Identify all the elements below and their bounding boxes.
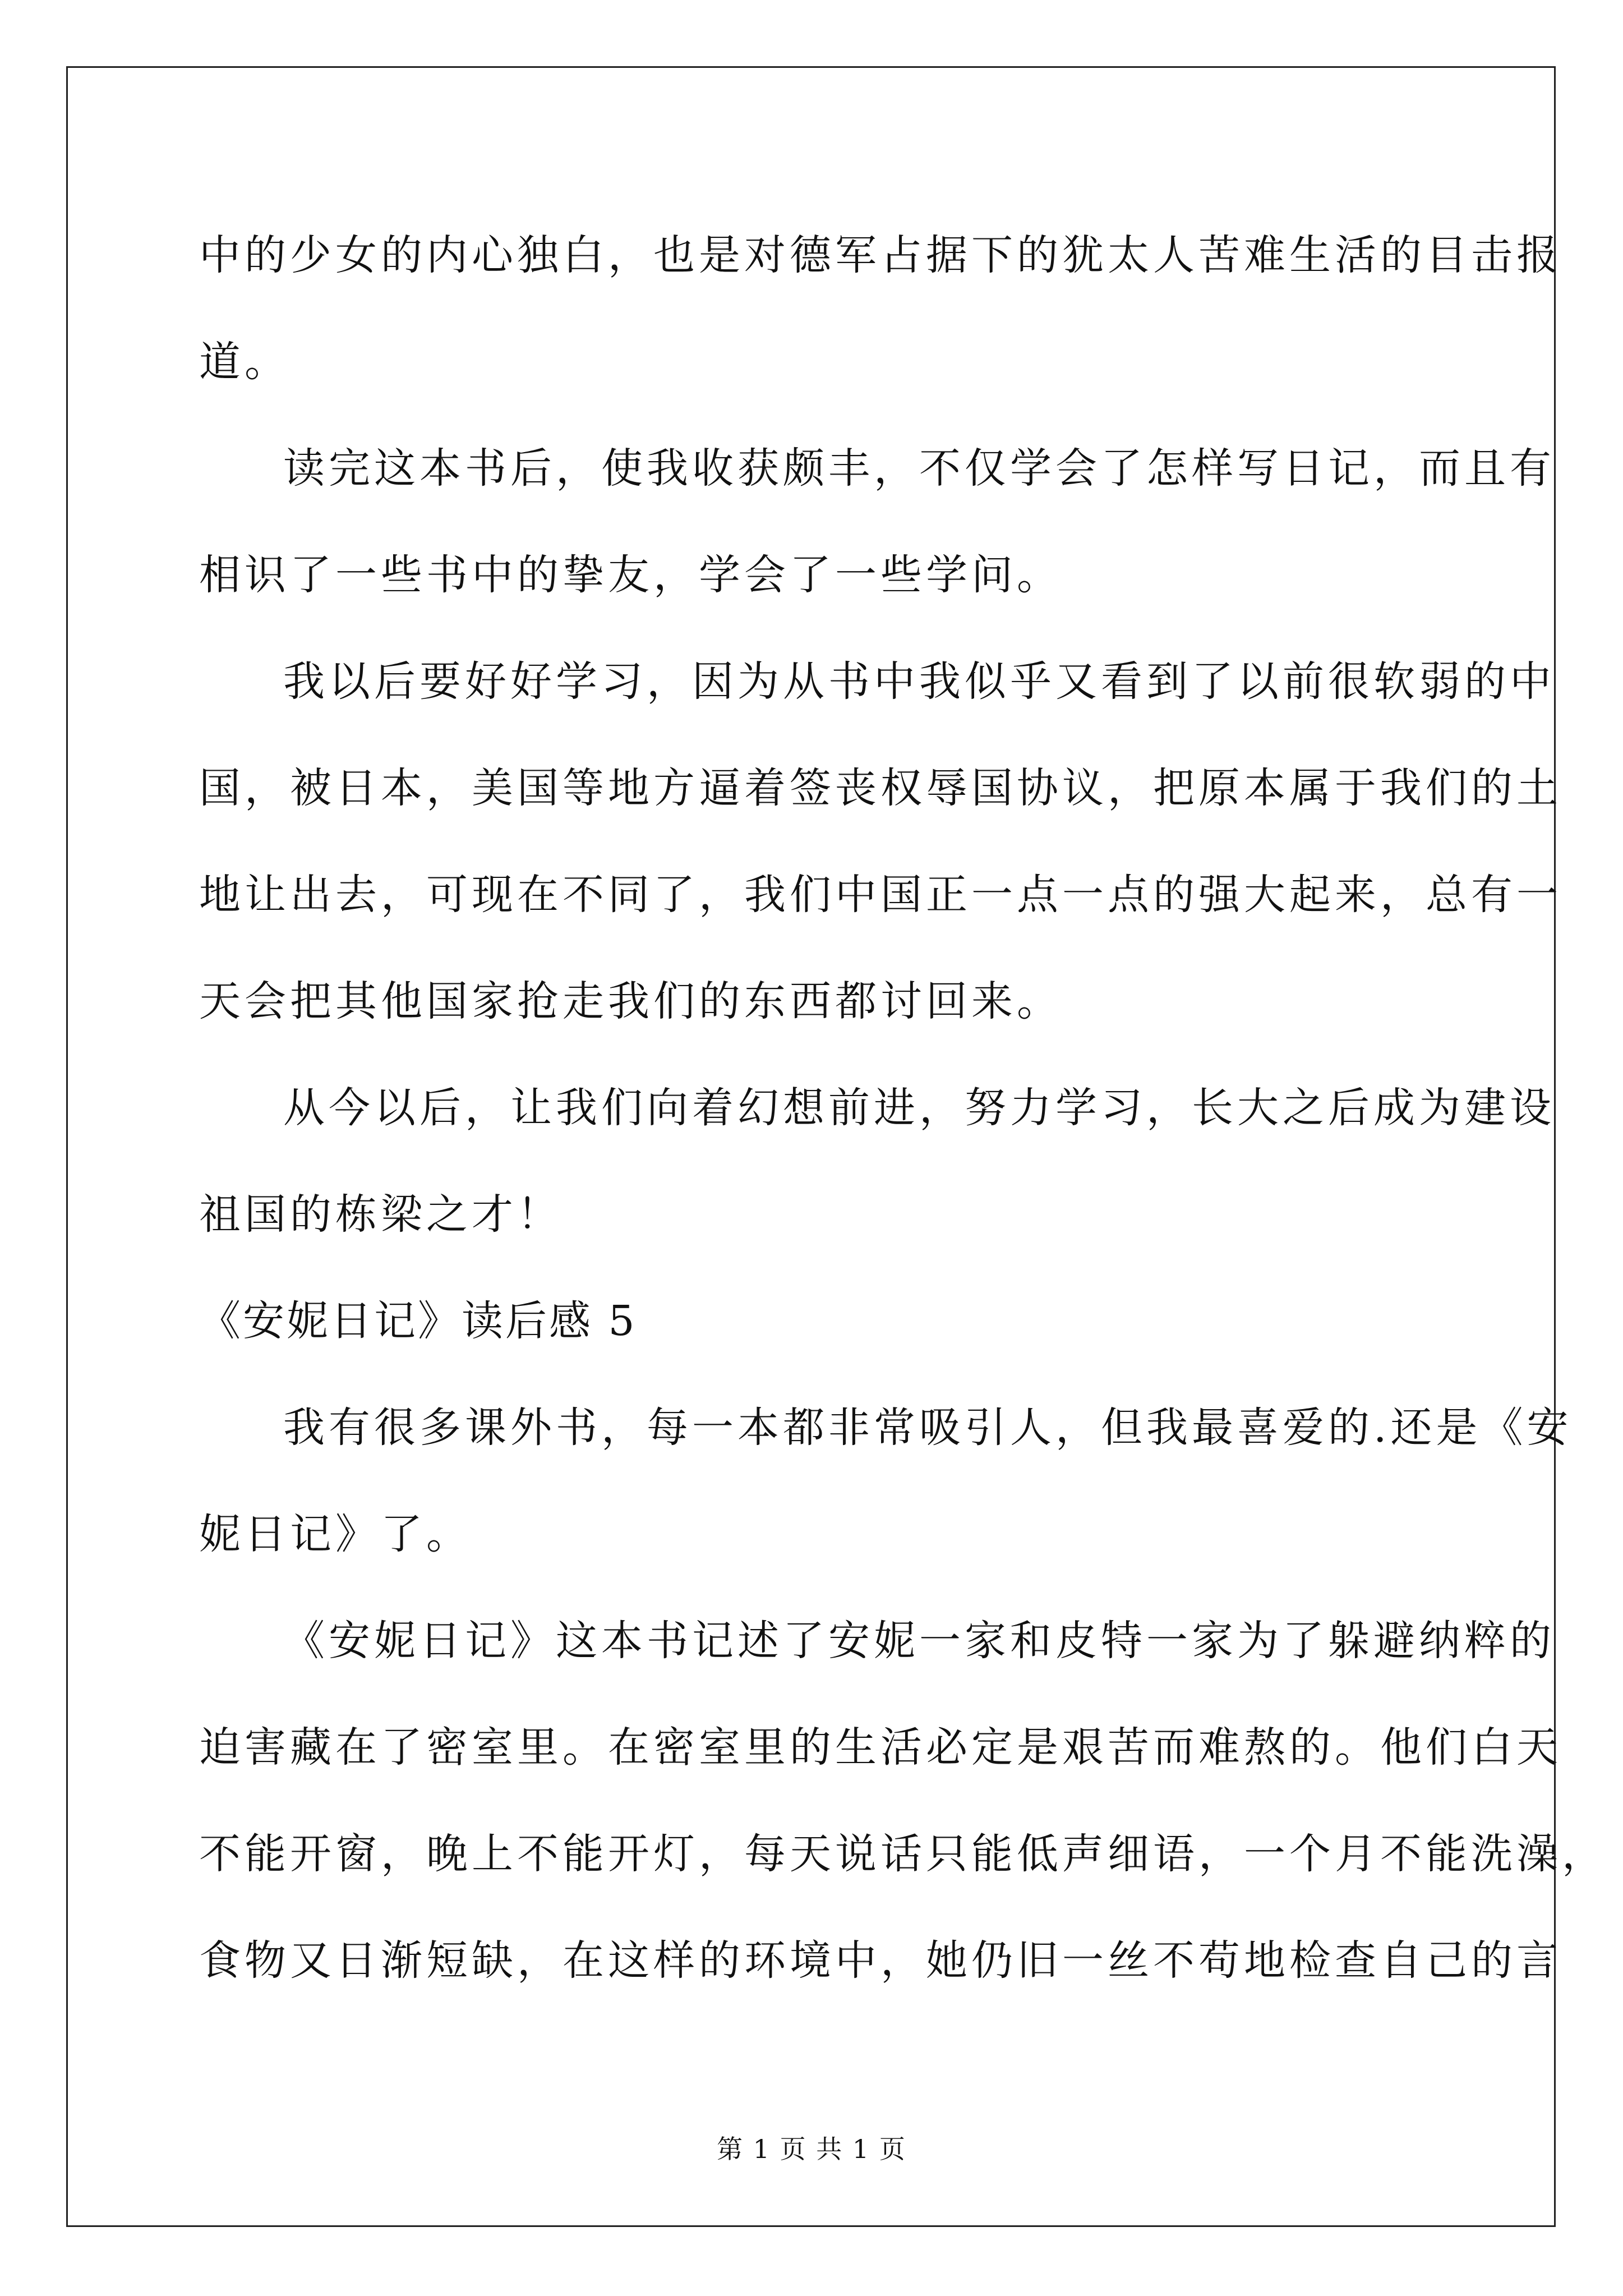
paragraph-start-line: 读完这本书后，使我收获颇丰，不仅学会了怎样写日记，而且有	[283, 444, 1555, 493]
text-line: 国，被日本，美国等地方逼着签丧权辱国协议，把原本属于我们的土	[199, 764, 1562, 812]
document-body	[199, 202, 1607, 2014]
text-line: 食物又日渐短缺，在这样的环境中，她仍旧一丝不苟地检查自己的言	[199, 1936, 1562, 1985]
text-line: 不能开窗，晚上不能开灯，每天说话只能低声细语，一个月不能洗澡，	[199, 1830, 1607, 1878]
text-line: 相识了一些书中的挚友，学会了一些学问。	[199, 551, 1062, 599]
page-number-footer: 第 1 页 共 1 页	[717, 2134, 906, 2164]
section-heading: 《安妮日记》读后感 5	[199, 1297, 637, 1345]
paragraph-start-line: 我有很多课外书，每一本都非常吸引人，但我最喜爱的.还是《安	[283, 1404, 1573, 1452]
text-line: 祖国的栋梁之才！	[199, 1190, 562, 1239]
paragraph-start-line: 《安妮日记》这本书记述了安妮一家和皮特一家为了躲避纳粹的	[283, 1617, 1555, 1665]
text-line: 迫害藏在了密室里。在密室里的生活必定是艰苦而难熬的。他们白天	[199, 1723, 1562, 1772]
paragraph-start-line: 我以后要好好学习，因为从书中我似乎又看到了以前很软弱的中	[283, 657, 1555, 706]
text-line: 妮日记》了。	[199, 1510, 472, 1558]
text-line: 道。	[199, 338, 290, 386]
text-line: 地让出去，可现在不同了，我们中国正一点一点的强大起来，总有一	[199, 871, 1562, 919]
text-line: 天会把其他国家抢走我们的东西都讨回来。	[199, 977, 1062, 1025]
paragraph-start-line: 从今以后，让我们向着幻想前进，努力学习，长大之后成为建设	[283, 1084, 1555, 1132]
text-line: 中的少女的内心独白，也是对德军占据下的犹太人苦难生活的目击报	[199, 231, 1562, 279]
